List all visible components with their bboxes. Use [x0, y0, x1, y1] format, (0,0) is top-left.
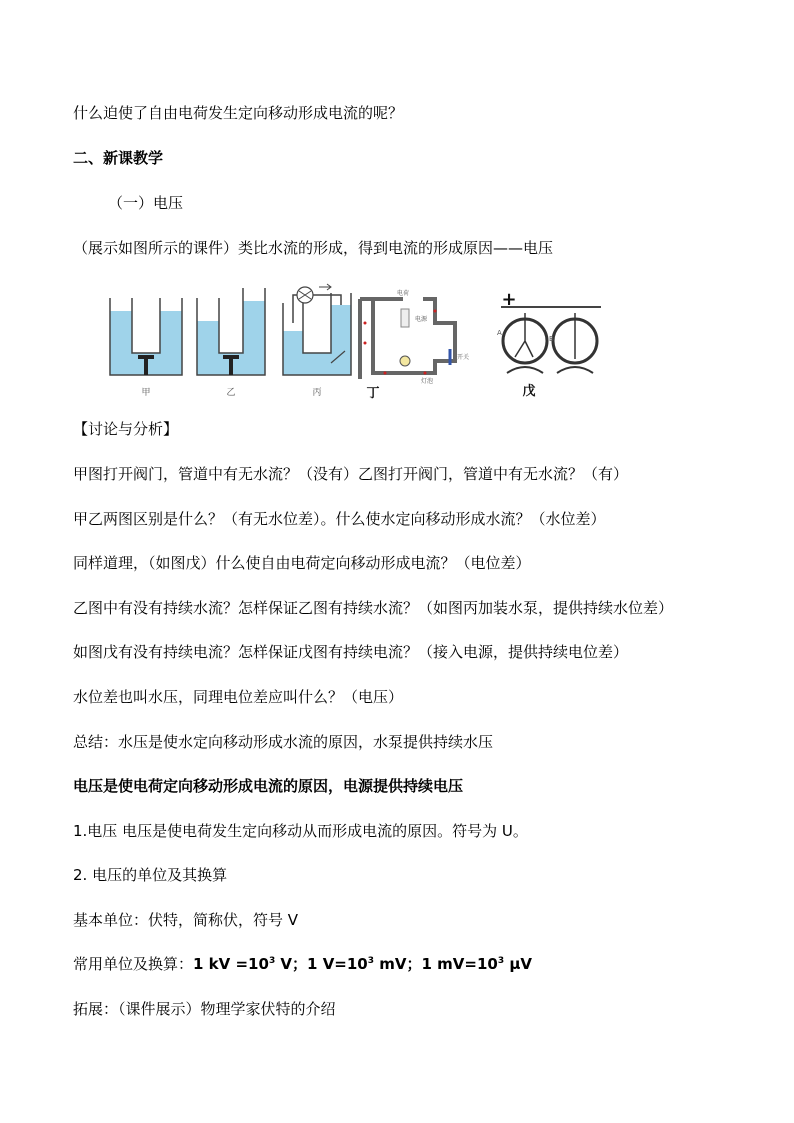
conv-uv: μV: [504, 955, 532, 973]
ding-charge-dot: [364, 342, 367, 345]
unit-conversion: [73, 954, 532, 974]
ding-charge-dot: [424, 372, 427, 375]
wu-plus-sign: +: [501, 289, 517, 310]
ding-charge-label: 电荷: [397, 290, 410, 297]
figure-jia: [110, 298, 182, 398]
ding-label: 丁: [366, 386, 380, 401]
discussion-q4: 乙图中有没有持续水流？怎样保证乙图有持续水流？（如图丙加装水泵，提供持续水位差）: [73, 599, 674, 617]
unit-conversion-prefix: 常用单位及换算：: [73, 955, 194, 973]
ding-switch-label: 开关: [457, 354, 470, 361]
water-flow-analogy-figure: [105, 283, 615, 403]
discussion-q1: 甲图打开阀门，管道中有无水流？（没有）乙图打开阀门，管道中有无水流？（有）: [73, 465, 629, 483]
yi-right-water: [243, 301, 265, 353]
bing-flow-arrow-icon: [319, 284, 331, 290]
yi-left-water: [197, 321, 219, 353]
ding-charge-dot: [364, 322, 367, 325]
bing-left-water: [283, 331, 303, 353]
conv-exp-2: 3: [367, 956, 375, 966]
conv-exp-3: 3: [497, 956, 505, 966]
ding-charge-dot: [384, 372, 387, 375]
summary-water: 总结：水压是使水定向移动形成水流的原因，水泵提供持续水压: [73, 733, 494, 751]
figure-yi: [197, 288, 265, 398]
conv-exp-1: 3: [268, 956, 276, 966]
jia-right-water: [160, 311, 182, 353]
yi-label: 乙: [226, 388, 236, 398]
extension-volta: 拓展：（课件展示）物理学家伏特的介绍: [73, 1000, 336, 1018]
jia-label: 甲: [141, 388, 151, 398]
figure-bing: [283, 284, 351, 398]
summary-voltage: 电压是使电荷定向移动形成电流的原因，电源提供持续电压: [73, 777, 464, 795]
wu-a-label: A: [497, 329, 502, 337]
discussion-heading: 【讨论与分析】: [73, 420, 179, 438]
bing-pipe-water: [283, 353, 351, 375]
unit-conversion-formula: [193, 955, 532, 973]
base-unit: 基本单位：伏特，简称伏，符号 V: [73, 911, 299, 929]
figure-ding: [360, 289, 469, 401]
discussion-q2: 甲乙两图区别是什么？（有无水位差）。什么使水定向移动形成水流？（水位差）: [73, 510, 606, 528]
intro-question: 什么迫使了自由电荷发生定向移动形成电流的呢？: [73, 104, 404, 122]
ding-lamp-icon: [400, 356, 410, 366]
jia-left-water: [110, 311, 132, 353]
discussion-q3: 同样道理，（如图戊）什么使自由电荷定向移动形成电流？（电位差）: [73, 554, 531, 572]
section-heading-new-lesson: 二、新课教学: [73, 149, 164, 167]
courseware-intro: （展示如图所示的课件）类比水流的形成，得到电流的形成原因——电压: [73, 239, 554, 257]
ding-charge-dot: [434, 310, 437, 313]
figure-wu: [497, 289, 601, 399]
ding-lamp-label: 灯泡: [421, 378, 434, 385]
wu-stands: [507, 367, 593, 373]
conv-v: V；1 V=10: [275, 955, 368, 973]
wu-b-label: B: [549, 335, 554, 343]
ding-battery-icon: [401, 309, 409, 327]
ding-source-label: 电源: [415, 316, 428, 323]
definition-voltage: 1.电压 电压是使电荷发生定向移动从而形成电流的原因。符号为 U。: [73, 822, 528, 840]
bing-right-water: [331, 305, 351, 353]
wu-label: 戊: [522, 384, 536, 399]
subsection-heading-voltage: （一）电压: [108, 194, 184, 212]
discussion-q5: 如图戊有没有持续电流？怎样保证戊图有持续电流？（接入电源，提供持续电位差）: [73, 643, 629, 661]
units-heading: 2. 电压的单位及其换算: [73, 866, 228, 884]
discussion-q6: 水位差也叫水压，同理电位差应叫什么？（电压）: [73, 688, 404, 706]
conv-mv: mV；1 mV=10: [374, 955, 498, 973]
conv-kv: 1 kV =10: [193, 955, 269, 973]
bing-label: 丙: [312, 388, 322, 398]
